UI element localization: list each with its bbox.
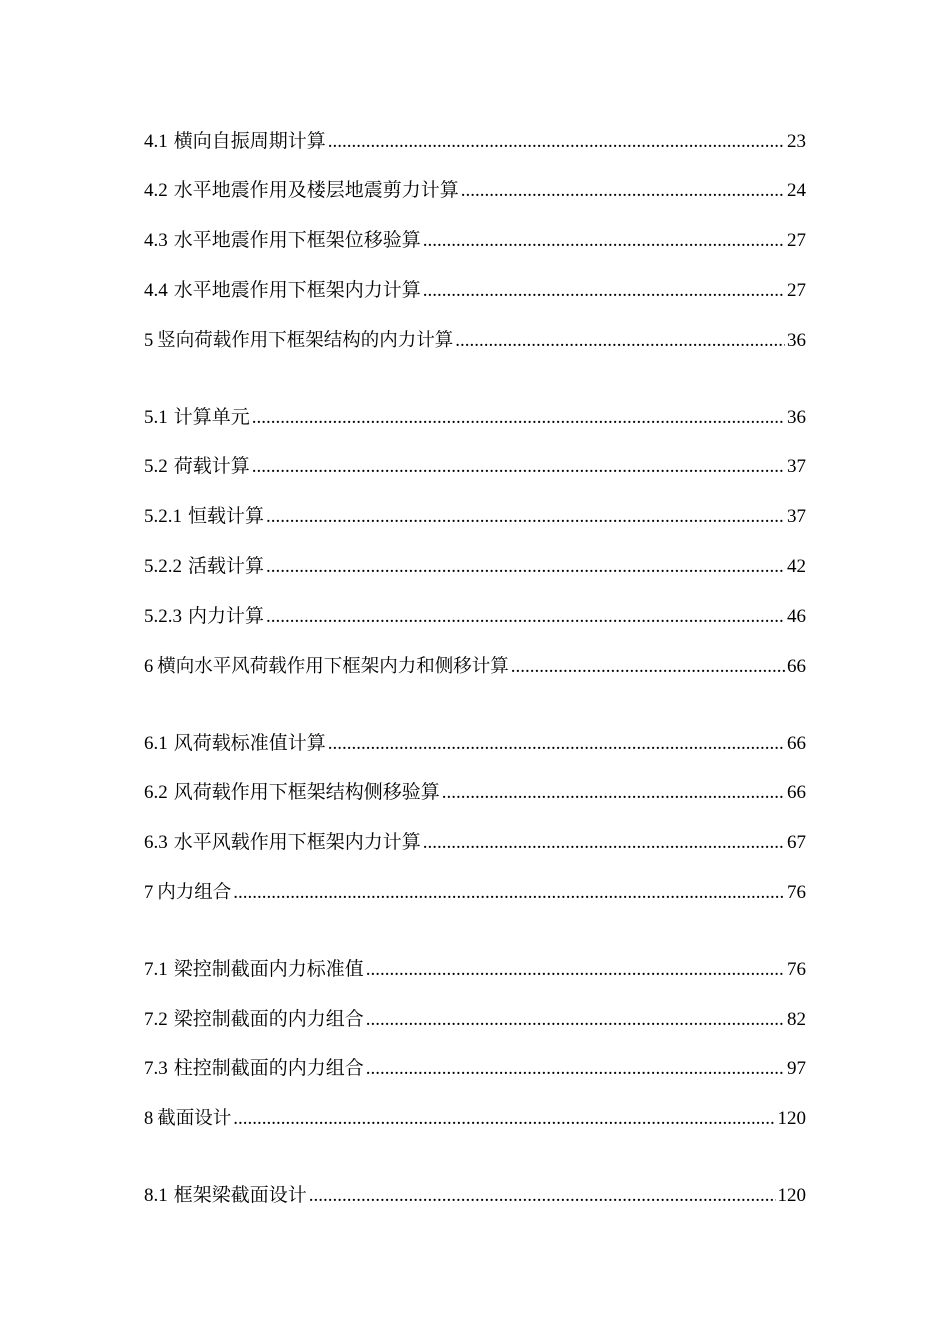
toc-title: 横向自振周期计算 — [173, 131, 326, 152]
toc-page-number: 66 — [787, 656, 806, 677]
toc-title: 内力组合 — [157, 882, 232, 903]
toc-number: 6 — [144, 657, 154, 677]
dot-leader — [328, 730, 785, 758]
dot-leader — [266, 603, 785, 631]
toc-page-number: 37 — [787, 506, 806, 527]
toc-number: 7 — [144, 883, 154, 903]
toc-entry-6[interactable] — [144, 653, 806, 681]
toc-page-number: 82 — [787, 1009, 806, 1030]
toc-entry-5-2[interactable] — [144, 453, 806, 481]
dot-leader — [366, 956, 785, 984]
toc-title: 柱控制截面的内力组合 — [173, 1058, 364, 1079]
toc-page-number: 36 — [787, 330, 806, 351]
toc-page-number: 42 — [787, 556, 806, 577]
toc-number: 4.4 — [144, 280, 168, 301]
toc-title: 框架梁截面设计 — [173, 1185, 307, 1206]
toc-page-number: 76 — [787, 959, 806, 980]
dot-leader — [233, 1105, 775, 1133]
dot-leader — [442, 779, 785, 807]
toc-number: 8.1 — [144, 1185, 168, 1206]
toc-number: 7.1 — [144, 959, 168, 980]
toc-entry-8[interactable] — [144, 1105, 806, 1133]
toc-page-number: 97 — [787, 1058, 806, 1079]
dot-leader — [309, 1182, 776, 1210]
toc-number: 5.2 — [144, 456, 168, 477]
toc-page-number: 23 — [787, 131, 806, 152]
toc-number: 5 — [144, 331, 154, 351]
toc-entry-7-2[interactable] — [144, 1006, 806, 1034]
toc-title: 风荷载标准值计算 — [173, 733, 326, 754]
toc-title: 水平地震作用及楼层地震剪力计算 — [173, 180, 459, 201]
dot-leader — [266, 553, 785, 581]
dot-leader — [252, 453, 785, 481]
toc-title: 恒载计算 — [188, 506, 265, 527]
toc-entry-7[interactable] — [144, 879, 806, 907]
toc-title: 活载计算 — [188, 556, 265, 577]
dot-leader — [455, 327, 785, 355]
toc-page-number: 24 — [787, 180, 806, 201]
toc-page-number: 67 — [787, 832, 806, 853]
toc-number: 4.2 — [144, 180, 168, 201]
toc-entry-6-2[interactable] — [144, 779, 806, 807]
dot-leader — [423, 829, 785, 857]
dot-leader — [511, 653, 785, 681]
toc-entry-5[interactable] — [144, 327, 806, 355]
dot-leader — [461, 177, 785, 205]
toc-entry-7-1[interactable] — [144, 956, 806, 984]
toc-entry-4-2[interactable] — [144, 177, 806, 205]
dot-leader — [252, 404, 785, 432]
toc-title: 梁控制截面的内力组合 — [173, 1009, 364, 1030]
toc-number: 6.2 — [144, 782, 168, 803]
toc-title: 梁控制截面内力标准值 — [173, 959, 364, 980]
toc-number: 8 — [144, 1109, 154, 1129]
toc-entry-5-2-3[interactable] — [144, 603, 806, 631]
toc-title: 内力计算 — [188, 606, 265, 627]
toc-entry-6-3[interactable] — [144, 829, 806, 857]
dot-leader — [328, 128, 785, 156]
toc-page-number: 27 — [787, 230, 806, 251]
toc-number: 5.2.1 — [144, 506, 182, 527]
dot-leader — [366, 1055, 785, 1083]
toc-entry-5-2-2[interactable] — [144, 553, 806, 581]
toc-title: 风荷载作用下框架结构侧移验算 — [173, 782, 440, 803]
dot-leader — [366, 1006, 785, 1034]
toc-title: 水平地震作用下框架内力计算 — [173, 280, 421, 301]
toc-entry-7-3[interactable] — [144, 1055, 806, 1083]
toc-entry-8-1[interactable] — [144, 1182, 806, 1210]
toc-page-number: 66 — [787, 733, 806, 754]
toc-page-number: 36 — [787, 407, 806, 428]
toc-number: 6.3 — [144, 832, 168, 853]
dot-leader — [266, 503, 785, 531]
toc-page-number: 120 — [777, 1108, 806, 1129]
dot-leader — [423, 277, 785, 305]
toc-page-number: 27 — [787, 280, 806, 301]
toc-entry-4-3[interactable] — [144, 227, 806, 255]
toc-page-number: 120 — [777, 1185, 806, 1206]
toc-number: 4.1 — [144, 131, 168, 152]
toc-number: 5.2.2 — [144, 556, 182, 577]
toc-number: 7.2 — [144, 1009, 168, 1030]
dot-leader — [233, 879, 785, 907]
toc-entry-4-1[interactable] — [144, 128, 806, 156]
toc-number: 6.1 — [144, 733, 168, 754]
toc-title: 计算单元 — [173, 407, 250, 428]
toc-page-number: 66 — [787, 782, 806, 803]
toc-entry-4-4[interactable] — [144, 277, 806, 305]
dot-leader — [423, 227, 785, 255]
toc-title: 截面设计 — [157, 1108, 232, 1129]
toc-number: 5.2.3 — [144, 606, 182, 627]
toc-title: 横向水平风荷载作用下框架内力和侧移计算 — [157, 656, 509, 677]
toc-title: 荷载计算 — [173, 456, 250, 477]
toc-title: 竖向荷载作用下框架结构的内力计算 — [157, 330, 454, 351]
toc-number: 5.1 — [144, 407, 168, 428]
toc-page-number: 76 — [787, 882, 806, 903]
toc-number: 7.3 — [144, 1058, 168, 1079]
toc-page-number: 46 — [787, 606, 806, 627]
toc-title: 水平风载作用下框架内力计算 — [173, 832, 421, 853]
toc-entry-5-1[interactable] — [144, 404, 806, 432]
toc-title: 水平地震作用下框架位移验算 — [173, 230, 421, 251]
toc-entry-6-1[interactable] — [144, 730, 806, 758]
toc-page-number: 37 — [787, 456, 806, 477]
toc-entry-5-2-1[interactable] — [144, 503, 806, 531]
toc-number: 4.3 — [144, 230, 168, 251]
